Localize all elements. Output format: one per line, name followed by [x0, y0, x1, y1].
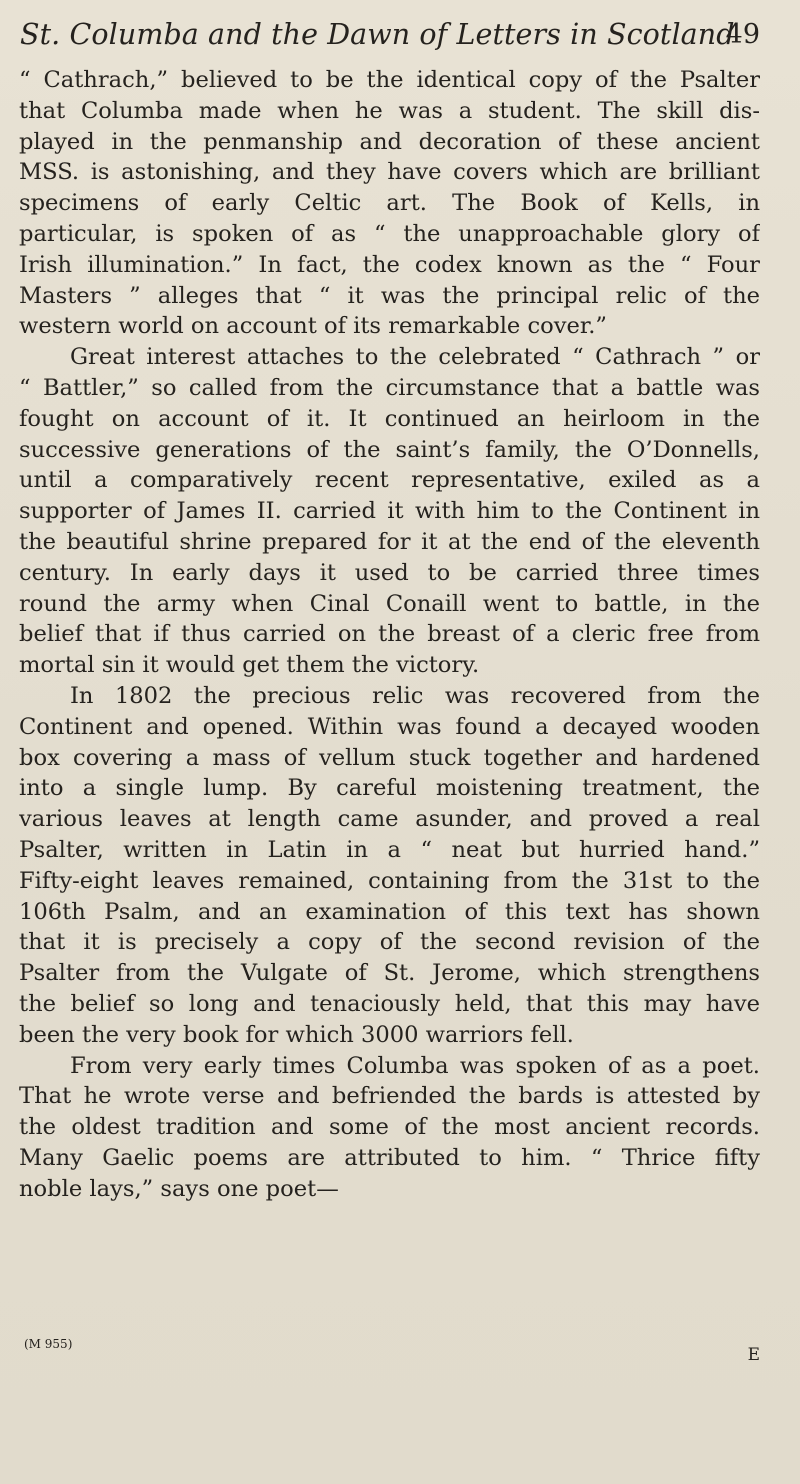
text-line: Many Gaelic poems are attributed to him. “ Thrice fifty — [19, 1144, 760, 1171]
page-footer — [19, 1333, 760, 1363]
text-line: Fifty-eight leaves remained, containing from the 31st to the — [19, 867, 760, 894]
text-line: western world on account of its remarkable cover.” — [19, 313, 607, 340]
text-line: 106th Psalm, and an examination of this text has shown — [19, 898, 760, 925]
text-line: box covering a mass of vellum stuck together and hardened — [19, 744, 760, 771]
text-line: Continent and opened. Within was found a decayed wooden — [19, 713, 760, 740]
text-line: fought on account of it. It continued an heirloom in the — [19, 405, 760, 432]
text-line: Great interest attaches to the celebrated “ Cathrach ” or — [70, 344, 760, 371]
text-line: played in the penmanship and decoration of these ancient — [19, 128, 760, 155]
text-line: In 1802 the precious relic was recovered from the — [70, 682, 760, 709]
signature-letter: E — [747, 1345, 760, 1365]
text-line: century. In early days it used to be carried three times — [19, 559, 760, 586]
text-line: Masters ” alleges that “ it was the principal relic of the — [19, 282, 760, 309]
text-line: been the very book for which 3000 warriors fell. — [19, 1021, 574, 1048]
body-text — [19, 65, 760, 1204]
text-line: Psalter from the Vulgate of St. Jerome, which strengthens — [19, 960, 760, 987]
text-line: “ Battler,” so called from the circumstance that a battle was — [19, 374, 760, 401]
text-line: the beautiful shrine prepared for it at the end of the eleventh — [19, 528, 760, 555]
text-line: From very early times Columba was spoken of as a poet. — [70, 1052, 760, 1079]
printer-mark: (M 955) — [24, 1337, 73, 1351]
text-line: that Columba made when he was a student. The skill dis- — [19, 97, 760, 124]
text-line: that it is precisely a copy of the second revision of the — [19, 929, 760, 956]
text-line: the oldest tradition and some of the most ancient records. — [19, 1114, 760, 1141]
text-line: supporter of James II. carried it with him to the Continent in — [19, 498, 760, 525]
text-line: until a comparatively recent representative, exiled as a — [19, 467, 760, 494]
page-number: 49 — [725, 19, 760, 50]
text-line: particular, is spoken of as “ the unapproachable glory of — [19, 220, 760, 247]
text-line: into a single lump. By careful moistening treatment, the — [19, 775, 760, 802]
text-line: “ Cathrach,” believed to be the identical copy of the Psalter — [19, 67, 760, 93]
text-line: noble lays,” says one poet— — [19, 1175, 339, 1202]
running-header — [20, 18, 760, 52]
text-line: mortal sin it would get them the victory. — [19, 652, 480, 679]
text-line: Psalter, written in Latin in a “ neat but hurried hand.” — [19, 836, 760, 863]
text-line: round the army when Cinal Conaill went to battle, in the — [19, 590, 760, 617]
text-line: the belief so long and tenaciously held, that this may have — [19, 990, 760, 1017]
text-line: successive generations of the saint’s family, the O’Donnells, — [19, 436, 760, 463]
text-line: specimens of early Celtic art. The Book of Kells, in — [19, 190, 760, 217]
text-line: That he wrote verse and befriended the bards is attested by — [19, 1083, 760, 1110]
text-line: belief that if thus carried on the breast of a cleric free from — [19, 621, 760, 648]
text-line: various leaves at length came asunder, and proved a real — [19, 806, 760, 833]
running-title: St. Columba and the Dawn of Letters in Scotland — [20, 18, 735, 51]
text-line: MSS. is astonishing, and they have covers which are brilliant — [19, 159, 760, 186]
text-line: Irish illumination.” In fact, the codex known as the “ Four — [19, 251, 760, 278]
